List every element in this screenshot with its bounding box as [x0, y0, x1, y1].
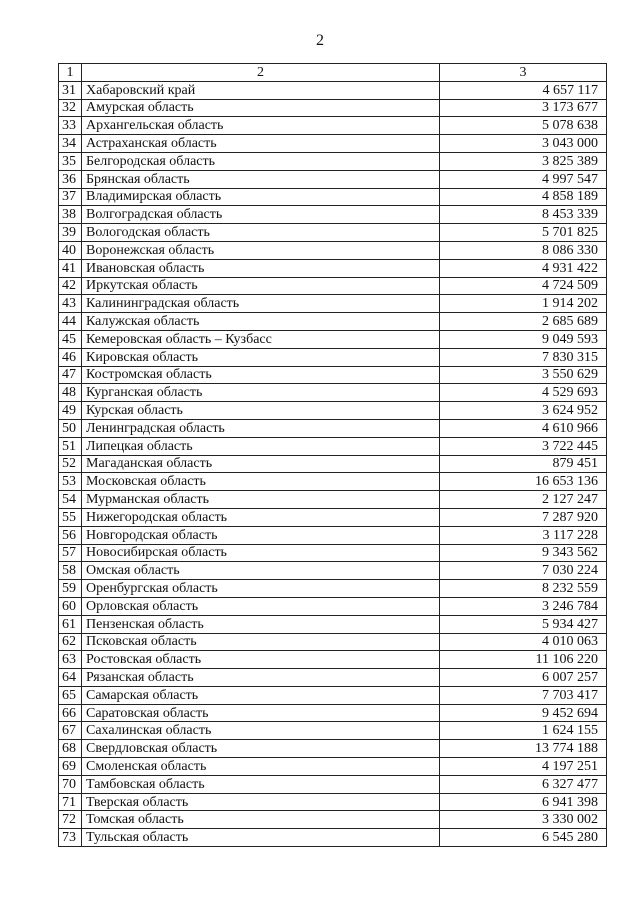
region-name-cell: Нижегородская область — [82, 508, 440, 526]
region-name-cell: Вологодская область — [82, 224, 440, 242]
row-number-cell: 67 — [59, 722, 82, 740]
table-row — [59, 402, 607, 420]
value-cell: 7 287 920 — [440, 508, 607, 526]
region-name-cell: Магаданская область — [82, 455, 440, 473]
table-row — [59, 704, 607, 722]
value-cell: 4 657 117 — [440, 81, 607, 99]
region-name-cell: Тульская область — [82, 829, 440, 847]
data-table — [58, 63, 607, 847]
value-cell: 9 343 562 — [440, 544, 607, 562]
table-row — [59, 651, 607, 669]
row-number-cell: 50 — [59, 419, 82, 437]
region-name-cell: Владимирская область — [82, 188, 440, 206]
table-row — [59, 277, 607, 295]
region-name-cell: Самарская область — [82, 686, 440, 704]
row-number-cell: 56 — [59, 526, 82, 544]
table-row — [59, 135, 607, 153]
value-cell: 3 550 629 — [440, 366, 607, 384]
region-name-cell: Смоленская область — [82, 758, 440, 776]
value-cell: 1 624 155 — [440, 722, 607, 740]
header-cell-name: 2 — [82, 64, 440, 82]
row-number-cell: 57 — [59, 544, 82, 562]
table-row — [59, 188, 607, 206]
header-cell-value: 3 — [440, 64, 607, 82]
region-name-cell: Воронежская область — [82, 241, 440, 259]
table-row — [59, 170, 607, 188]
row-number-cell: 72 — [59, 811, 82, 829]
region-name-cell: Хабаровский край — [82, 81, 440, 99]
region-name-cell: Новосибирская область — [82, 544, 440, 562]
region-name-cell: Рязанская область — [82, 669, 440, 687]
row-number-cell: 52 — [59, 455, 82, 473]
row-number-cell: 47 — [59, 366, 82, 384]
table-row — [59, 419, 607, 437]
row-number-cell: 46 — [59, 348, 82, 366]
row-number-cell: 54 — [59, 491, 82, 509]
table-row — [59, 330, 607, 348]
table-row — [59, 491, 607, 509]
table-row — [59, 829, 607, 847]
region-name-cell: Амурская область — [82, 99, 440, 117]
row-number-cell: 38 — [59, 206, 82, 224]
row-number-cell: 59 — [59, 580, 82, 598]
row-number-cell: 63 — [59, 651, 82, 669]
value-cell: 4 724 509 — [440, 277, 607, 295]
value-cell: 5 934 427 — [440, 615, 607, 633]
row-number-cell: 62 — [59, 633, 82, 651]
row-number-cell: 64 — [59, 669, 82, 687]
row-number-cell: 42 — [59, 277, 82, 295]
region-name-cell: Мурманская область — [82, 491, 440, 509]
value-cell: 8 086 330 — [440, 241, 607, 259]
row-number-cell: 65 — [59, 686, 82, 704]
table-row — [59, 455, 607, 473]
region-name-cell: Кемеровская область – Кузбасс — [82, 330, 440, 348]
table-body — [59, 64, 607, 847]
row-number-cell: 31 — [59, 81, 82, 99]
table-row — [59, 117, 607, 135]
value-cell: 16 653 136 — [440, 473, 607, 491]
table-row — [59, 740, 607, 758]
header-cell-number: 1 — [59, 64, 82, 82]
value-cell: 3 330 002 — [440, 811, 607, 829]
row-number-cell: 68 — [59, 740, 82, 758]
region-name-cell: Волгоградская область — [82, 206, 440, 224]
region-name-cell: Архангельская область — [82, 117, 440, 135]
table-row — [59, 686, 607, 704]
table-row — [59, 758, 607, 776]
row-number-cell: 44 — [59, 313, 82, 331]
row-number-cell: 51 — [59, 437, 82, 455]
table-row — [59, 206, 607, 224]
table-row — [59, 313, 607, 331]
row-number-cell: 66 — [59, 704, 82, 722]
value-cell: 4 931 422 — [440, 259, 607, 277]
value-cell: 3 624 952 — [440, 402, 607, 420]
row-number-cell: 71 — [59, 793, 82, 811]
region-name-cell: Иркутская область — [82, 277, 440, 295]
table-row — [59, 633, 607, 651]
table-row — [59, 722, 607, 740]
table-row — [59, 295, 607, 313]
table-row — [59, 241, 607, 259]
row-number-cell: 41 — [59, 259, 82, 277]
value-cell: 3 246 784 — [440, 597, 607, 615]
row-number-cell: 36 — [59, 170, 82, 188]
row-number-cell: 45 — [59, 330, 82, 348]
region-name-cell: Калининградская область — [82, 295, 440, 313]
table-row — [59, 597, 607, 615]
value-cell: 6 327 477 — [440, 775, 607, 793]
region-name-cell: Пензенская область — [82, 615, 440, 633]
table-row — [59, 775, 607, 793]
table-row — [59, 259, 607, 277]
row-number-cell: 43 — [59, 295, 82, 313]
table-row — [59, 152, 607, 170]
value-cell: 2 127 247 — [440, 491, 607, 509]
value-cell: 7 830 315 — [440, 348, 607, 366]
value-cell: 6 007 257 — [440, 669, 607, 687]
value-cell: 3 117 228 — [440, 526, 607, 544]
value-cell: 5 701 825 — [440, 224, 607, 242]
row-number-cell: 53 — [59, 473, 82, 491]
region-name-cell: Белгородская область — [82, 152, 440, 170]
region-name-cell: Московская область — [82, 473, 440, 491]
value-cell: 879 451 — [440, 455, 607, 473]
region-name-cell: Липецкая область — [82, 437, 440, 455]
row-number-cell: 49 — [59, 402, 82, 420]
region-name-cell: Ленинградская область — [82, 419, 440, 437]
page-number: 2 — [316, 32, 324, 49]
row-number-cell: 60 — [59, 597, 82, 615]
region-name-cell: Томская область — [82, 811, 440, 829]
region-name-cell: Астраханская область — [82, 135, 440, 153]
region-name-cell: Кировская область — [82, 348, 440, 366]
table-row — [59, 366, 607, 384]
region-name-cell: Орловская область — [82, 597, 440, 615]
region-name-cell: Калужская область — [82, 313, 440, 331]
region-name-cell: Ивановская область — [82, 259, 440, 277]
row-number-cell: 58 — [59, 562, 82, 580]
table-row — [59, 437, 607, 455]
row-number-cell: 40 — [59, 241, 82, 259]
region-name-cell: Ростовская область — [82, 651, 440, 669]
table-row — [59, 669, 607, 687]
region-name-cell: Брянская область — [82, 170, 440, 188]
table-row — [59, 562, 607, 580]
row-number-cell: 48 — [59, 384, 82, 402]
value-cell: 4 197 251 — [440, 758, 607, 776]
region-name-cell: Тамбовская область — [82, 775, 440, 793]
value-cell: 7 703 417 — [440, 686, 607, 704]
region-name-cell: Новгородская область — [82, 526, 440, 544]
value-cell: 4 858 189 — [440, 188, 607, 206]
value-cell: 2 685 689 — [440, 313, 607, 331]
value-cell: 13 774 188 — [440, 740, 607, 758]
row-number-cell: 55 — [59, 508, 82, 526]
table-row — [59, 224, 607, 242]
row-number-cell: 33 — [59, 117, 82, 135]
value-cell: 7 030 224 — [440, 562, 607, 580]
table-row — [59, 384, 607, 402]
table-row — [59, 508, 607, 526]
row-number-cell: 34 — [59, 135, 82, 153]
value-cell: 4 010 063 — [440, 633, 607, 651]
value-cell: 6 941 398 — [440, 793, 607, 811]
region-name-cell: Оренбургская область — [82, 580, 440, 598]
region-name-cell: Сахалинская область — [82, 722, 440, 740]
table-row — [59, 81, 607, 99]
value-cell: 8 453 339 — [440, 206, 607, 224]
region-name-cell: Псковская область — [82, 633, 440, 651]
row-number-cell: 35 — [59, 152, 82, 170]
region-name-cell: Курская область — [82, 402, 440, 420]
table-row — [59, 473, 607, 491]
region-name-cell: Тверская область — [82, 793, 440, 811]
region-name-cell: Костромская область — [82, 366, 440, 384]
table-header-row — [59, 64, 607, 82]
value-cell: 9 452 694 — [440, 704, 607, 722]
row-number-cell: 61 — [59, 615, 82, 633]
table-row — [59, 544, 607, 562]
value-cell: 3 825 389 — [440, 152, 607, 170]
row-number-cell: 32 — [59, 99, 82, 117]
value-cell: 3 173 677 — [440, 99, 607, 117]
table-row — [59, 811, 607, 829]
table-row — [59, 348, 607, 366]
row-number-cell: 73 — [59, 829, 82, 847]
value-cell: 4 529 693 — [440, 384, 607, 402]
value-cell: 4 997 547 — [440, 170, 607, 188]
region-name-cell: Омская область — [82, 562, 440, 580]
region-name-cell: Курганская область — [82, 384, 440, 402]
row-number-cell: 39 — [59, 224, 82, 242]
value-cell: 8 232 559 — [440, 580, 607, 598]
table-row — [59, 793, 607, 811]
value-cell: 9 049 593 — [440, 330, 607, 348]
value-cell: 1 914 202 — [440, 295, 607, 313]
row-number-cell: 37 — [59, 188, 82, 206]
value-cell: 5 078 638 — [440, 117, 607, 135]
table-row — [59, 615, 607, 633]
row-number-cell: 70 — [59, 775, 82, 793]
table-row — [59, 526, 607, 544]
value-cell: 3 722 445 — [440, 437, 607, 455]
value-cell: 4 610 966 — [440, 419, 607, 437]
value-cell: 3 043 000 — [440, 135, 607, 153]
region-name-cell: Саратовская область — [82, 704, 440, 722]
value-cell: 11 106 220 — [440, 651, 607, 669]
table-row — [59, 99, 607, 117]
region-name-cell: Свердловская область — [82, 740, 440, 758]
value-cell: 6 545 280 — [440, 829, 607, 847]
row-number-cell: 69 — [59, 758, 82, 776]
table-row — [59, 580, 607, 598]
